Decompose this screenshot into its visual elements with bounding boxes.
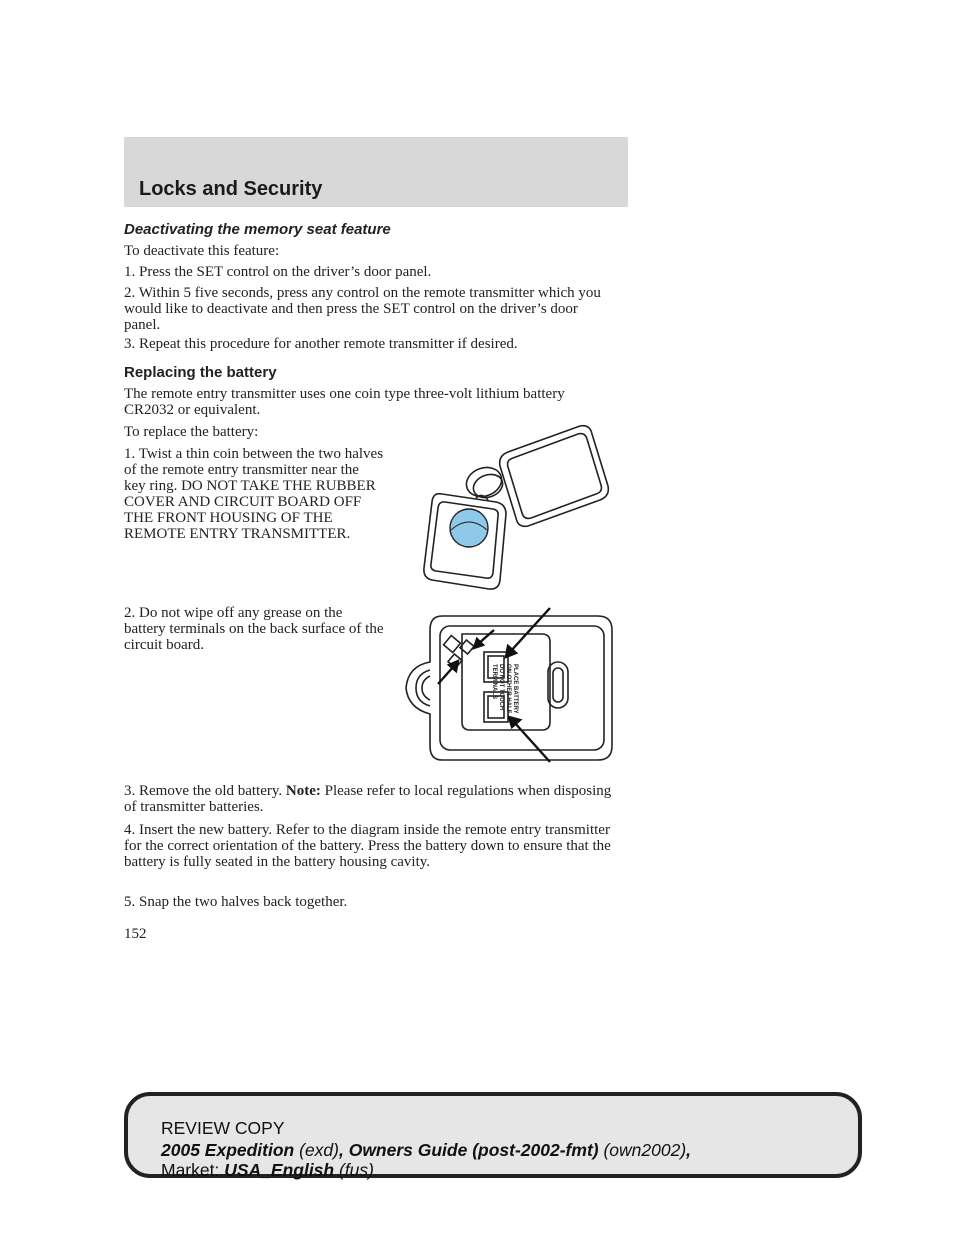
battery-heading: Replacing the battery bbox=[124, 364, 277, 381]
figure-label-line-4: TERMINALS bbox=[491, 664, 497, 699]
footer-comma: , bbox=[686, 1140, 692, 1160]
battery-step-2: 2. Do not wipe off any grease on the battery terminals on the back surface of the circuit board. bbox=[124, 605, 384, 653]
footer-guide: , Owners Guide (post-2002-fmt) bbox=[338, 1140, 599, 1160]
transmitter-keyring-figure bbox=[420, 422, 610, 592]
note-label: Note: bbox=[285, 783, 321, 799]
footer-market: USA_English bbox=[224, 1160, 335, 1180]
figure-label-line-3: DO NOT TOUCH bbox=[498, 664, 504, 711]
section-title: Locks and Security bbox=[139, 178, 323, 200]
footer-market-code: (fus) bbox=[334, 1160, 374, 1180]
footer-guide-line bbox=[161, 1140, 691, 1160]
battery-step-4: 4. Insert the new battery. Refer to the diagram inside the remote entry transmitter for the correct orientation of the battery. Press the battery down to ensure that the battery is fully seated in the battery housing cavity. bbox=[124, 822, 611, 870]
footer-model: 2005 Expedition bbox=[161, 1140, 295, 1160]
battery-step-1: 1. Twist a thin coin between the two halves of the remote entry transmitter near the key ring. DO NOT TAKE THE RUBBER COVER AND CIRCUIT BOARD OFF THE FRONT HOUSING OF THE REMOTE ENTRY TRANSMITTER. bbox=[124, 446, 384, 542]
battery-to-replace: To replace the battery: bbox=[124, 424, 259, 440]
footer-market-label: Market: bbox=[161, 1160, 225, 1180]
footer-model-code: (exd) bbox=[294, 1140, 339, 1160]
footer-review-copy: REVIEW COPY bbox=[161, 1118, 285, 1138]
memory-seat-step-3: 3. Repeat this procedure for another remote transmitter if desired. bbox=[124, 336, 518, 352]
figure-label-line-1: PLACE BATTERY bbox=[512, 664, 518, 714]
step-3-note: Please refer to local regulations when disposing of transmitter batteries. bbox=[124, 783, 612, 815]
memory-seat-intro: To deactivate this feature: bbox=[124, 243, 280, 259]
battery-step-3 bbox=[124, 783, 614, 815]
footer-guide-code: (own2002) bbox=[598, 1140, 687, 1160]
circuit-board-terminals-figure bbox=[402, 604, 614, 764]
memory-seat-step-1: 1. Press the SET control on the driver’s door panel. bbox=[124, 264, 432, 280]
footer-market-line bbox=[161, 1160, 374, 1180]
battery-step-5: 5. Snap the two halves back together. bbox=[124, 894, 348, 910]
page-number: 152 bbox=[124, 926, 147, 942]
step-3-text: 3. Remove the old battery. bbox=[124, 783, 286, 799]
memory-seat-step-2: 2. Within 5 five seconds, press any control on the remote transmitter which you would like to deactivate and then press the SET control on the driver’s door panel. bbox=[124, 285, 601, 333]
battery-intro: The remote entry transmitter uses one coin type three-volt lithium battery CR2032 or equivalent. bbox=[124, 386, 565, 418]
memory-seat-heading: Deactivating the memory seat feature bbox=[124, 221, 391, 238]
figure-label-line-2: ON OTHER HALF bbox=[505, 664, 511, 714]
